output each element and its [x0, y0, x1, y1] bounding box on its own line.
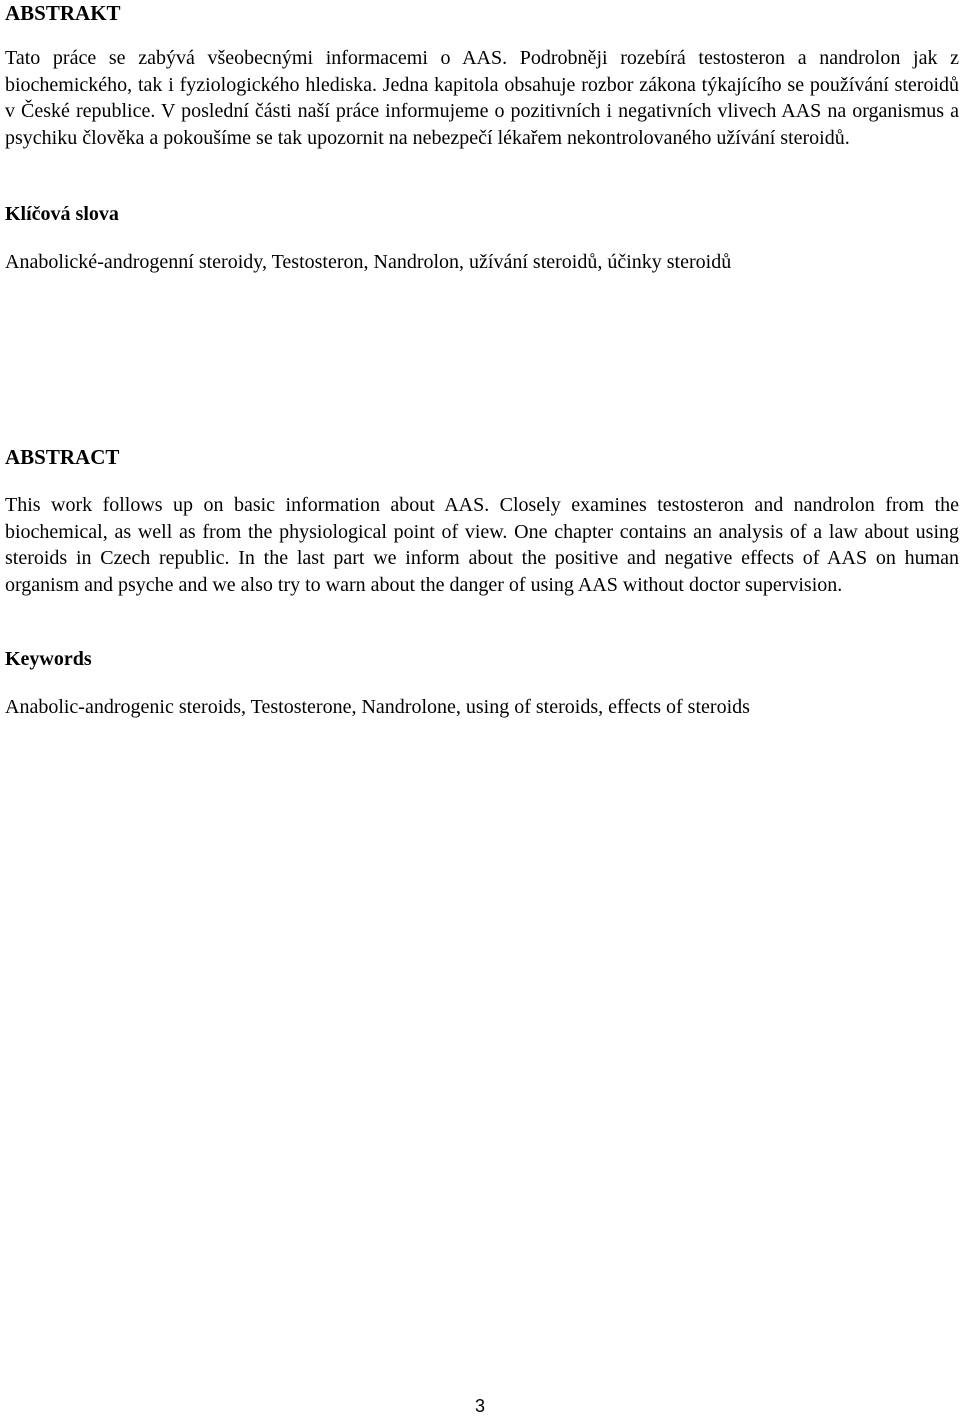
keywords-heading: Keywords [5, 648, 92, 670]
page-number: 3 [474, 1396, 485, 1416]
abstract-heading: ABSTRACT [5, 445, 120, 469]
keywords-list: Anabolic-androgenic steroids, Testosterone, Nandrolone, using of steroids, effects of steroids [5, 696, 750, 718]
klicova-slova-list: Anabolické-androgenní steroidy, Testosteron, Nandrolon, užívání steroidů, účinky steroidů [5, 251, 732, 273]
klicova-slova-heading: Klíčová slova [5, 203, 119, 225]
abstrakt-heading: ABSTRAKT [5, 1, 121, 25]
abstract-paragraph: This work follows up on basic information about AAS. Closely examines testosteron and nandrolon from the biochemical, as well as from the physiological point of view. One chapter contains an analysis of a law about using steroids in Czech republic. In the last part we inform about the positive and negative effects of AAS on human organism and psyche and we also try to warn about the danger of using AAS without doctor supervision. [5, 494, 959, 596]
abstrakt-paragraph: Tato práce se zabývá všeobecnými informacemi o AAS. Podrobněji rozebírá testosteron a nandrolon jak z biochemického, tak i fyziologického hlediska. Jedna kapitola obsahuje rozbor zákona týkajícího se používání steroidů v České republice. V poslední části naší práce informujeme o pozitivních i negativních vlivech AAS na organismus a psychiku člověka a pokoušíme se tak upozornit na nebezpečí lékařem nekontrolovaného užívání steroidů. [5, 47, 959, 149]
